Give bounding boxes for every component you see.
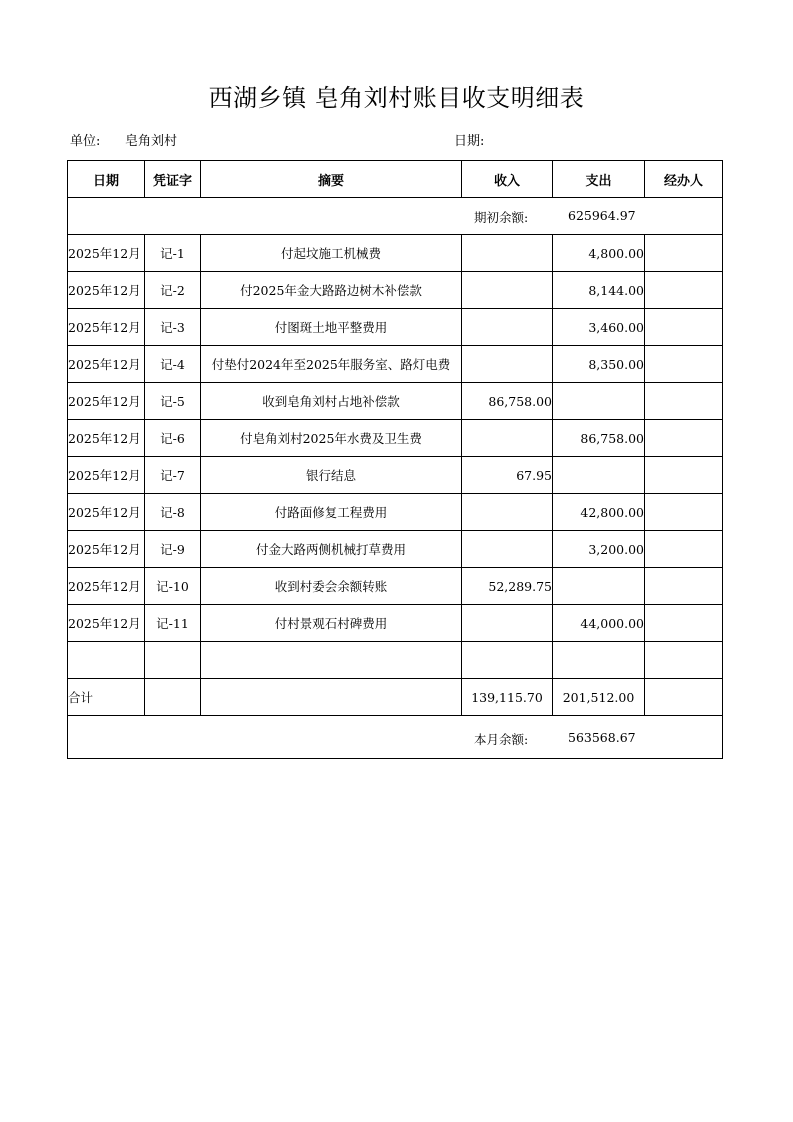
- cell-date: 2025年12月: [68, 457, 145, 494]
- total-voucher-cell: [145, 679, 201, 716]
- cell-summary: 收到村委会余额转账: [201, 568, 462, 605]
- cell-voucher: 记-9: [145, 531, 201, 568]
- total-expense: 201,512.00: [553, 679, 645, 716]
- cell-voucher: 记-3: [145, 309, 201, 346]
- cell-date: 2025年12月: [68, 568, 145, 605]
- header-handler: 经办人: [645, 161, 723, 198]
- blank-cell: [201, 642, 462, 679]
- cell-expense: 3,460.00: [553, 309, 645, 346]
- total-row: [68, 679, 723, 716]
- cell-income: [462, 494, 553, 531]
- total-summary-cell: [201, 679, 462, 716]
- cell-income: [462, 309, 553, 346]
- cell-expense: [553, 568, 645, 605]
- total-income: 139,115.70: [462, 679, 553, 716]
- closing-balance-value: 563568.67: [568, 730, 636, 745]
- cell-handler: [645, 235, 723, 272]
- cell-voucher: 记-1: [145, 235, 201, 272]
- cell-income: [462, 346, 553, 383]
- cell-summary: 付起坟施工机械费: [201, 235, 462, 272]
- header-expense: 支出: [553, 161, 645, 198]
- header-voucher: 凭证字: [145, 161, 201, 198]
- cell-summary: 付皂角刘村2025年水费及卫生费: [201, 420, 462, 457]
- cell-handler: [645, 309, 723, 346]
- table-row: [68, 383, 723, 420]
- cell-handler: [645, 346, 723, 383]
- cell-expense: [553, 457, 645, 494]
- cell-handler: [645, 605, 723, 642]
- opening-balance-value: 625964.97: [568, 208, 636, 223]
- cell-income: [462, 605, 553, 642]
- cell-voucher: 记-2: [145, 272, 201, 309]
- cell-date: 2025年12月: [68, 272, 145, 309]
- header-summary: 摘要: [201, 161, 462, 198]
- cell-date: 2025年12月: [68, 605, 145, 642]
- ledger-table: [67, 160, 723, 759]
- blank-cell: [68, 642, 145, 679]
- cell-voucher: 记-7: [145, 457, 201, 494]
- table-row: [68, 309, 723, 346]
- cell-handler: [645, 531, 723, 568]
- cell-voucher: 记-11: [145, 605, 201, 642]
- cell-income: 86,758.00: [462, 383, 553, 420]
- table-row: [68, 420, 723, 457]
- cell-voucher: 记-4: [145, 346, 201, 383]
- closing-balance-label: 本月余额:: [474, 732, 529, 747]
- opening-balance-row: [68, 198, 723, 235]
- date-label: 日期:: [454, 134, 485, 149]
- table-row: [68, 235, 723, 272]
- table-row: [68, 494, 723, 531]
- opening-balance-label: 期初余额:: [474, 210, 529, 225]
- cell-summary: 付2025年金大路路边树木补偿款: [201, 272, 462, 309]
- cell-expense: 86,758.00: [553, 420, 645, 457]
- page-title: 西湖乡镇 皂角刘村账目收支明细表: [208, 84, 585, 112]
- cell-income: 67.95: [462, 457, 553, 494]
- cell-summary: 付垫付2024年至2025年服务室、路灯电费: [201, 346, 462, 383]
- cell-voucher: 记-10: [145, 568, 201, 605]
- cell-voucher: 记-5: [145, 383, 201, 420]
- cell-expense: 8,350.00: [553, 346, 645, 383]
- cell-expense: 44,000.00: [553, 605, 645, 642]
- cell-handler: [645, 568, 723, 605]
- cell-handler: [645, 494, 723, 531]
- blank-row: [68, 642, 723, 679]
- cell-expense: 4,800.00: [553, 235, 645, 272]
- cell-expense: 8,144.00: [553, 272, 645, 309]
- closing-balance-row: [68, 716, 723, 759]
- total-label: 合计: [68, 679, 145, 716]
- table-row: [68, 531, 723, 568]
- cell-expense: 42,800.00: [553, 494, 645, 531]
- table-row: [68, 346, 723, 383]
- cell-summary: 付图斑土地平整费用: [201, 309, 462, 346]
- table-row: [68, 605, 723, 642]
- blank-cell: [645, 642, 723, 679]
- cell-income: [462, 272, 553, 309]
- cell-handler: [645, 420, 723, 457]
- blank-cell: [145, 642, 201, 679]
- cell-summary: 付金大路两侧机械打草费用: [201, 531, 462, 568]
- blank-cell: [553, 642, 645, 679]
- table-row: [68, 457, 723, 494]
- blank-cell: [462, 642, 553, 679]
- cell-summary: 收到皂角刘村占地补偿款: [201, 383, 462, 420]
- header-date: 日期: [68, 161, 145, 198]
- cell-date: 2025年12月: [68, 383, 145, 420]
- cell-voucher: 记-8: [145, 494, 201, 531]
- table-row: [68, 568, 723, 605]
- cell-date: 2025年12月: [68, 531, 145, 568]
- cell-handler: [645, 272, 723, 309]
- cell-handler: [645, 383, 723, 420]
- closing-balance-cell: [68, 716, 723, 759]
- cell-summary: 付村景观石村碑费用: [201, 605, 462, 642]
- cell-income: [462, 531, 553, 568]
- cell-income: 52,289.75: [462, 568, 553, 605]
- cell-date: 2025年12月: [68, 309, 145, 346]
- cell-date: 2025年12月: [68, 420, 145, 457]
- cell-date: 2025年12月: [68, 494, 145, 531]
- cell-date: 2025年12月: [68, 346, 145, 383]
- cell-summary: 银行结息: [201, 457, 462, 494]
- cell-expense: 3,200.00: [553, 531, 645, 568]
- header-row: [68, 161, 723, 198]
- cell-income: [462, 420, 553, 457]
- unit-label: 单位:: [70, 134, 101, 149]
- unit-value: 皂角刘村: [125, 134, 178, 149]
- cell-summary: 付路面修复工程费用: [201, 494, 462, 531]
- total-handler-cell: [645, 679, 723, 716]
- cell-income: [462, 235, 553, 272]
- cell-expense: [553, 383, 645, 420]
- cell-voucher: 记-6: [145, 420, 201, 457]
- cell-date: 2025年12月: [68, 235, 145, 272]
- table-row: [68, 272, 723, 309]
- cell-handler: [645, 457, 723, 494]
- header-income: 收入: [462, 161, 553, 198]
